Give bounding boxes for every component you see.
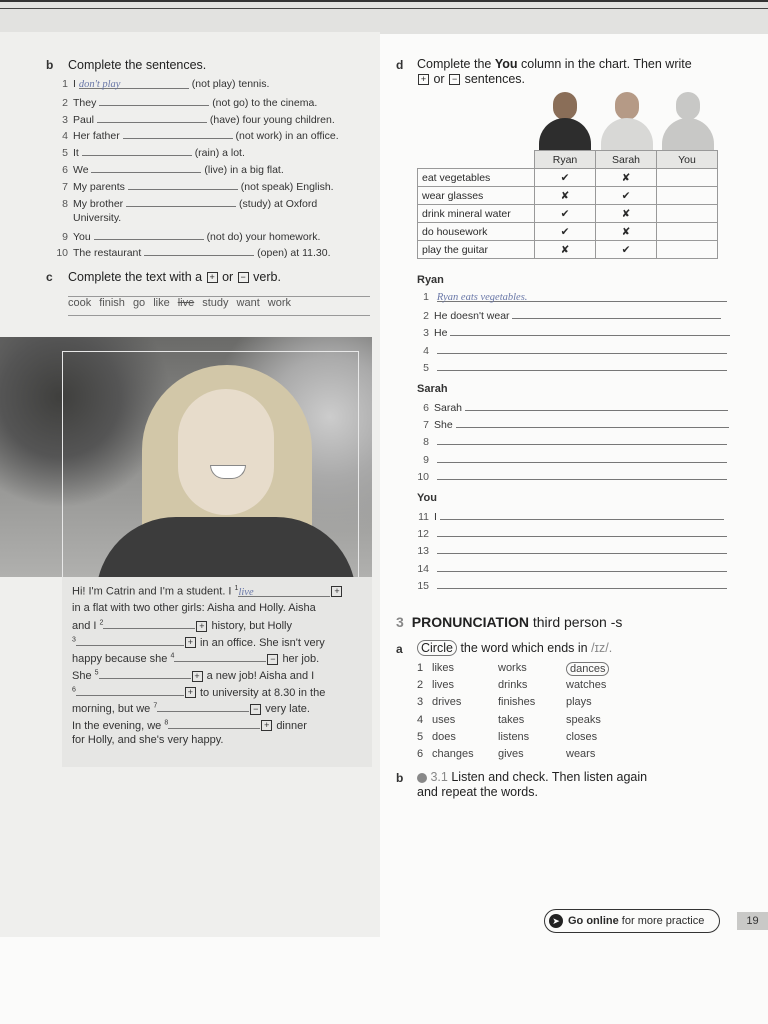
chart-row [418, 241, 718, 259]
pron-b-instruction-line2: and repeat the words. [417, 785, 538, 799]
line-number: 9 [423, 453, 429, 466]
writing-line [413, 526, 727, 540]
line-number: 7 [423, 419, 429, 432]
chart-row-label: wear glasses [418, 187, 535, 205]
col-ryan: Ryan [535, 151, 596, 169]
plus-icon: + [196, 621, 207, 632]
text-segment-after: history, but Holly [211, 620, 292, 633]
sentence-end: (study) at Oxford [239, 197, 318, 210]
gap-number: 4 [170, 652, 175, 660]
sentence-start: My brother [73, 197, 124, 210]
pron-b-letter: b [396, 771, 404, 785]
line-number: 1 [423, 291, 429, 303]
answer-line[interactable] [512, 308, 721, 319]
pron-word[interactable]: plays [566, 696, 592, 709]
ryan-mark: ✔ [535, 169, 596, 187]
pron-item-number: 1 [417, 662, 424, 674]
line-number: 3 [423, 327, 429, 340]
gap-blank[interactable] [168, 718, 260, 729]
sentence-line [52, 95, 317, 109]
gap-number: 7 [153, 702, 158, 710]
section-c-heading [68, 270, 281, 284]
text-line [72, 668, 314, 682]
line-start: I [434, 511, 437, 523]
text-line [72, 718, 307, 732]
writing-line [413, 543, 727, 557]
word-bank-item: want [236, 297, 260, 309]
plus-icon: + [207, 272, 218, 283]
answer-blank[interactable] [91, 162, 201, 173]
line-number: 10 [417, 470, 429, 483]
handwritten-answer: Ryan eats vegetables. [436, 292, 528, 303]
sentence-end: (not play) tennis. [191, 78, 270, 90]
answer-line[interactable] [437, 291, 727, 302]
answer-blank[interactable] [94, 229, 204, 240]
word-bank-item: live [177, 297, 195, 309]
sentence-start: They [73, 96, 97, 109]
minus-icon: − [267, 654, 278, 665]
text-segment: in a flat with two other girls: Aisha and Holly. Aisha [72, 601, 316, 614]
text-segment: In the evening, we [72, 719, 165, 732]
writing-line [413, 360, 727, 374]
pron-item-number: 3 [417, 696, 424, 709]
text-line [72, 734, 224, 746]
top-rule [0, 8, 768, 9]
section-c-heading-pre: Complete the text with a [68, 270, 203, 284]
writing-line [413, 325, 730, 339]
answer-line[interactable] [440, 509, 725, 520]
col-you: You [657, 151, 718, 169]
gap-blank[interactable] [76, 635, 184, 646]
ryan-mark: ✔ [535, 223, 596, 241]
pron-word[interactable]: uses [432, 713, 456, 726]
gap-number: 5 [94, 669, 99, 677]
sentence-line [52, 212, 121, 224]
minus-icon: − [250, 704, 261, 715]
line-number: 8 [423, 436, 429, 449]
text-segment-after: very late. [265, 703, 310, 716]
minus-icon: − [449, 74, 460, 85]
answer-blank[interactable] [144, 245, 254, 256]
sentence-start: It [73, 147, 79, 160]
sentence-line [52, 78, 269, 90]
word-bank-item: work [267, 297, 291, 309]
line-number: 14 [417, 562, 429, 575]
sentence-end: (not do) your homework. [206, 230, 321, 243]
line-number: 15 [417, 579, 429, 592]
pron-b-instruction: 3.1 Listen and check. Then listen again [417, 770, 647, 784]
sentence-line [52, 112, 335, 126]
pron-word[interactable]: watches [566, 679, 607, 692]
writing-line [413, 509, 724, 523]
sentence-line [52, 162, 284, 176]
student-photo [0, 337, 372, 577]
pron-item-number: 5 [417, 730, 424, 743]
writing-line [413, 469, 727, 483]
go-online-link[interactable]: ➤ Go online for more practice [544, 909, 720, 933]
sentence-start: My parents [73, 180, 125, 193]
pron-word[interactable]: dances [566, 662, 609, 676]
text-line [72, 685, 325, 699]
group-heading: You [417, 492, 437, 504]
answer-line[interactable] [437, 578, 727, 589]
chart-row-label: play the guitar [418, 241, 535, 259]
answer-line[interactable] [437, 343, 727, 354]
sentence-end: (not go) to the cinema. [212, 96, 318, 109]
sarah-mark: ✘ [596, 223, 657, 241]
answer-blank[interactable] [82, 145, 192, 156]
writing-line [413, 452, 727, 466]
answer-blank[interactable] [123, 128, 233, 139]
item-number: 9 [62, 230, 68, 243]
pron-word[interactable]: drives [432, 696, 462, 709]
handwritten-answer: live [238, 586, 254, 598]
section-b-letter: b [46, 58, 54, 72]
text-line [72, 651, 319, 665]
pron-word[interactable]: changes [432, 748, 474, 760]
line-number: 4 [423, 344, 429, 357]
sentence-line [52, 145, 245, 159]
sentence-start: You [73, 230, 91, 243]
answer-line[interactable] [437, 452, 727, 463]
text-line [72, 618, 292, 632]
sarah-mark: ✘ [596, 205, 657, 223]
pron-item-number: 6 [417, 748, 424, 760]
pron-word[interactable]: listens [498, 730, 530, 743]
gap-blank[interactable] [99, 668, 191, 679]
gap-number: 2 [99, 619, 104, 627]
line-number: 6 [423, 402, 429, 414]
text-segment-after: a new job! Aisha and I [206, 670, 315, 682]
section-c-heading-mid: or [222, 270, 234, 284]
line-number: 11 [418, 511, 429, 523]
answer-line[interactable] [456, 417, 730, 428]
chart-header-row [418, 151, 718, 169]
text-segment-after: to university at 8.30 in the [199, 686, 326, 699]
item-number: 7 [62, 180, 68, 193]
sentence-start: The restaurant [73, 247, 142, 260]
writing-line [413, 561, 727, 575]
gap-number: 3 [72, 636, 76, 644]
you-cell[interactable] [657, 205, 718, 223]
pron-word[interactable]: wears [566, 748, 596, 760]
answer-line[interactable] [437, 360, 727, 371]
group-heading: Ryan [417, 274, 444, 286]
sentence-end: (not work) in an office. [235, 130, 339, 143]
gap-fill-text-box [62, 577, 372, 767]
ryan-mark: ✘ [535, 187, 596, 205]
audio-icon[interactable] [417, 773, 427, 783]
answer-line[interactable] [437, 469, 727, 480]
you-silhouette [658, 92, 718, 150]
col-sarah: Sarah [596, 151, 657, 169]
word-bank [68, 296, 370, 316]
text-segment: morning, but we [72, 703, 154, 716]
item-number: 4 [62, 130, 68, 143]
text-line [72, 635, 325, 649]
word-bank-item: cook [68, 297, 92, 309]
habits-chart [417, 150, 718, 259]
item-number: 10 [56, 247, 68, 260]
chart-row [418, 223, 718, 241]
you-cell[interactable] [657, 187, 718, 205]
ryan-mark: ✔ [535, 205, 596, 223]
chart-row [418, 169, 718, 187]
gap-number: 6 [72, 685, 76, 693]
text-segment-after: dinner [276, 719, 307, 732]
group-heading: Sarah [417, 383, 448, 395]
line-number: 2 [423, 310, 429, 323]
item-number: 2 [62, 96, 68, 109]
sentence-end: (rain) a lot. [194, 147, 245, 160]
handwritten-answer: don't play [78, 79, 121, 90]
you-cell[interactable] [657, 169, 718, 187]
pron-word[interactable]: does [432, 730, 456, 743]
item-number: 6 [62, 164, 68, 176]
sentence-start: We [73, 164, 89, 176]
answer-line[interactable] [437, 561, 727, 572]
pron-word[interactable]: speaks [566, 713, 601, 726]
plus-icon: + [185, 637, 196, 648]
sentence-start: I [73, 78, 76, 90]
section-d-heading-line2: + or − sentences. [417, 72, 525, 86]
sentence-line [52, 196, 317, 210]
sentence-line [52, 245, 331, 259]
you-cell[interactable] [657, 241, 718, 259]
sentence-end: (have) four young children. [209, 113, 335, 126]
text-segment: for Holly, and she's very happy. [72, 734, 224, 747]
ryan-mark: ✘ [535, 241, 596, 259]
writing-line [413, 291, 727, 303]
answer-blank[interactable] [79, 78, 189, 89]
answer-blank[interactable] [126, 196, 236, 207]
sarah-mark: ✔ [596, 241, 657, 259]
pron-word[interactable]: closes [566, 730, 598, 743]
text-segment: and I [72, 620, 100, 633]
chart-row-label: do housework [418, 223, 535, 241]
word-bank-item: go [132, 297, 146, 309]
item-number: 3 [62, 113, 68, 126]
plus-icon: + [185, 687, 196, 698]
word-bank-item: study [202, 297, 229, 309]
pronunciation-heading: 3 PRONUNCIATION third person -s [396, 614, 623, 630]
sentence-end: (live) in a big flat. [204, 164, 284, 176]
section-c-letter: c [46, 270, 53, 284]
sarah-mark: ✘ [596, 169, 657, 187]
text-segment-after: her job. [282, 653, 320, 666]
you-cell[interactable] [657, 223, 718, 241]
sentence-end: (open) at 11.30. [257, 247, 331, 260]
page-number: 19 [737, 912, 768, 930]
pron-word[interactable]: lives [432, 679, 455, 692]
answer-line[interactable] [437, 543, 727, 554]
gap-blank[interactable] [157, 701, 249, 712]
section-b-heading: Complete the sentences. [68, 58, 207, 72]
pron-word[interactable]: takes [498, 713, 525, 726]
gap-blank[interactable] [103, 618, 195, 629]
item-number: 8 [62, 197, 68, 210]
answer-line[interactable] [465, 400, 728, 411]
sarah-mark: ✔ [596, 187, 657, 205]
text-segment: She [72, 670, 95, 682]
section-c-heading-post: verb. [253, 270, 281, 284]
answer-line[interactable] [450, 325, 729, 336]
item-number: 1 [62, 78, 68, 90]
plus-icon: + [331, 586, 342, 597]
writing-line [413, 308, 721, 322]
plus-icon: + [418, 74, 429, 85]
sentence-line [52, 229, 320, 243]
chart-row [418, 205, 718, 223]
sentence-start: Her father [73, 130, 120, 143]
minus-icon: − [238, 272, 249, 283]
pron-word[interactable]: drinks [498, 679, 528, 692]
top-bar [0, 0, 768, 34]
sentence-line [52, 128, 339, 142]
sentence-end: (not speak) English. [240, 180, 334, 193]
text-segment: happy because she [72, 653, 171, 666]
chart-row-label: eat vegetables [418, 169, 535, 187]
sentence-start: University. [73, 212, 122, 225]
photo-frame [62, 351, 359, 577]
line-start: She [434, 419, 453, 432]
text-line [72, 701, 310, 715]
pron-a-instruction: Circle the word which ends in /ɪz/. [417, 641, 612, 655]
text-line [72, 602, 316, 614]
text-segment-after: in an office. She isn't very [199, 636, 325, 649]
answer-line[interactable] [437, 526, 727, 537]
section-d-letter: d [396, 58, 404, 72]
line-start: Sarah [434, 402, 463, 414]
writing-line [413, 400, 728, 414]
chart-row [418, 187, 718, 205]
writing-line [413, 417, 729, 431]
gap-blank[interactable] [76, 685, 184, 696]
sentence-start: Paul [73, 113, 95, 126]
line-number: 12 [417, 528, 429, 541]
gap-number: 1 [234, 585, 239, 592]
line-number: 5 [423, 361, 429, 374]
line-start: He doesn't wear [434, 310, 510, 323]
plus-icon: + [261, 720, 272, 731]
pron-word[interactable]: likes [432, 662, 455, 674]
pron-item-number: 2 [417, 679, 424, 692]
plus-icon: + [192, 671, 203, 682]
sarah-portrait [597, 92, 657, 150]
section-d-heading-line1: Complete the You column in the chart. Then write [417, 57, 692, 71]
chart-row-label: drink mineral water [418, 205, 535, 223]
pron-item-number: 4 [417, 713, 424, 726]
gap-number: 8 [164, 719, 169, 727]
ryan-portrait [535, 92, 595, 150]
pron-word[interactable]: finishes [498, 696, 536, 709]
text-line [72, 585, 343, 598]
word-bank-item: like [153, 297, 170, 309]
line-number: 13 [417, 545, 429, 558]
answer-blank[interactable] [97, 112, 207, 123]
gap-blank[interactable] [238, 586, 330, 597]
answer-line[interactable] [437, 434, 727, 445]
pron-word[interactable]: gives [498, 748, 524, 760]
item-number: 5 [62, 147, 68, 160]
sentence-line [52, 179, 334, 193]
cursor-icon: ➤ [549, 914, 563, 928]
line-start: He [434, 327, 448, 340]
gap-blank[interactable] [174, 651, 266, 662]
answer-blank[interactable] [128, 179, 238, 190]
word-bank-item: finish [99, 297, 125, 309]
pron-a-letter: a [396, 642, 403, 656]
writing-line [413, 434, 727, 448]
text-segment: Hi! I'm Catrin and I'm a student. I [72, 585, 235, 598]
answer-blank[interactable] [99, 95, 209, 106]
pron-word[interactable]: works [498, 662, 527, 674]
writing-line [413, 578, 727, 592]
writing-line [413, 343, 727, 357]
